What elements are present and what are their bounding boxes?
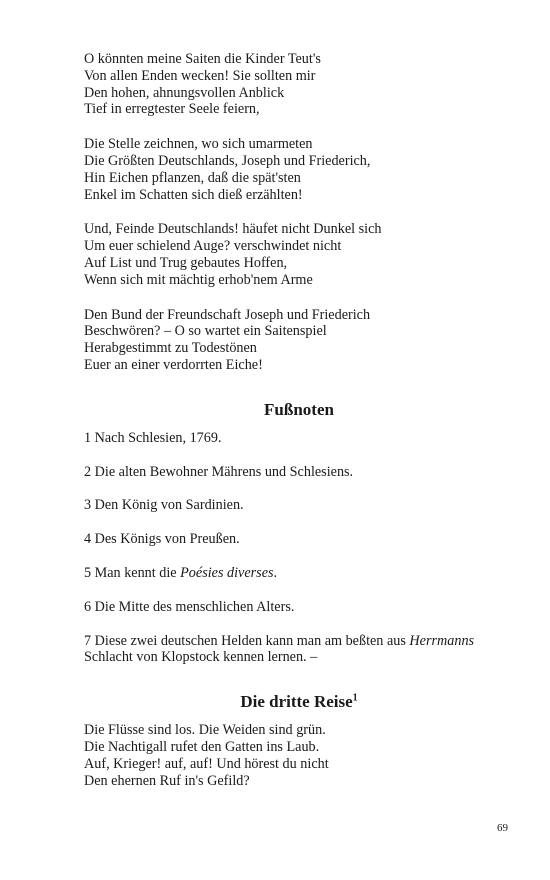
poem-stanza-2 <box>84 136 514 203</box>
poem-line: Tief in erregtester Seele feiern, <box>84 101 260 118</box>
poem-title <box>84 692 514 712</box>
poem-line: Hin Eichen pflanzen, daß die spät'sten <box>84 169 301 186</box>
poem-title-text: Die dritte Reise <box>240 692 353 712</box>
poem-line: Herabgestimmt zu Todestönen <box>84 340 257 357</box>
document-page <box>84 51 514 807</box>
poem-stanza-4 <box>84 307 514 374</box>
footnote-6: 6 Die Mitte des menschlichen Alters. <box>84 598 295 615</box>
footnote-3: 3 Den König von Sardinien. <box>84 497 244 514</box>
footnote-7-line-2: Schlacht von Klopstock kennen lernen. – <box>84 649 318 666</box>
footnote-5-text: 5 Man kennt die <box>84 564 181 581</box>
poem-line: Den Bund der Freundschaft Joseph und Friederich <box>84 306 371 323</box>
footnote-marker: 1 <box>352 692 358 704</box>
poem-line: Wenn sich mit mächtig erhob'nem Arme <box>84 271 313 288</box>
footnote-7 <box>84 633 514 667</box>
poem-line: Von allen Enden wecken! Sie sollten mir <box>84 67 316 84</box>
poem-line: O könnten meine Saiten die Kinder Teut's <box>84 51 321 67</box>
poem-line: Beschwören? – O so wartet ein Saitenspiel <box>84 323 327 340</box>
poem-line: Enkel im Schatten sich dieß erzählten! <box>84 186 303 203</box>
footnote-2: 2 Die alten Bewohner Mährens und Schlesiens. <box>84 463 354 480</box>
poem-line: Auf, Krieger! auf, auf! Und hörest du nicht <box>84 755 329 772</box>
poem-line: Die Stelle zeichnen, wo sich umarmeten <box>84 136 313 153</box>
footnote-7-text: 7 Diese zwei deutschen Helden kann man am beßten aus <box>84 632 410 649</box>
footnotes-heading: Fußnoten <box>264 399 334 419</box>
footnote-1: 1 Nach Schlesien, 1769. <box>84 429 222 446</box>
footnote-4: 4 Des Königs von Preußen. <box>84 531 240 548</box>
poem-line: Die Größten Deutschlands, Joseph und Friederich, <box>84 152 371 169</box>
poem-line: Euer an einer verdorrten Eiche! <box>84 356 263 373</box>
poem-stanza-3 <box>84 221 514 288</box>
footnote-5 <box>84 565 514 582</box>
next-poem-stanza-1 <box>84 722 514 789</box>
poem-line: Den ehernen Ruf in's Gefild? <box>84 772 250 789</box>
poem-line: Um euer schielend Auge? verschwindet nicht <box>84 238 342 255</box>
poem-line: Die Flüsse sind los. Die Weiden sind grün. <box>84 722 326 739</box>
footnote-5-suffix: . <box>273 564 278 581</box>
poem-line: Die Nachtigall rufet den Gatten ins Laub. <box>84 738 320 755</box>
poem-line: Auf List und Trug gebautes Hoffen, <box>84 254 288 271</box>
footnote-5-italic: Poésies diverses <box>180 564 274 581</box>
page-number: 69 <box>497 822 508 834</box>
poem-line: Und, Feinde Deutschlands! häufet nicht Dunkel sich <box>84 221 382 238</box>
poem-line: Den hohen, ahnungsvollen Anblick <box>84 84 285 101</box>
poem-stanza-1 <box>84 51 514 118</box>
footnote-7-line-1 <box>84 633 514 650</box>
footnote-7-italic: Herrmanns <box>409 632 475 649</box>
